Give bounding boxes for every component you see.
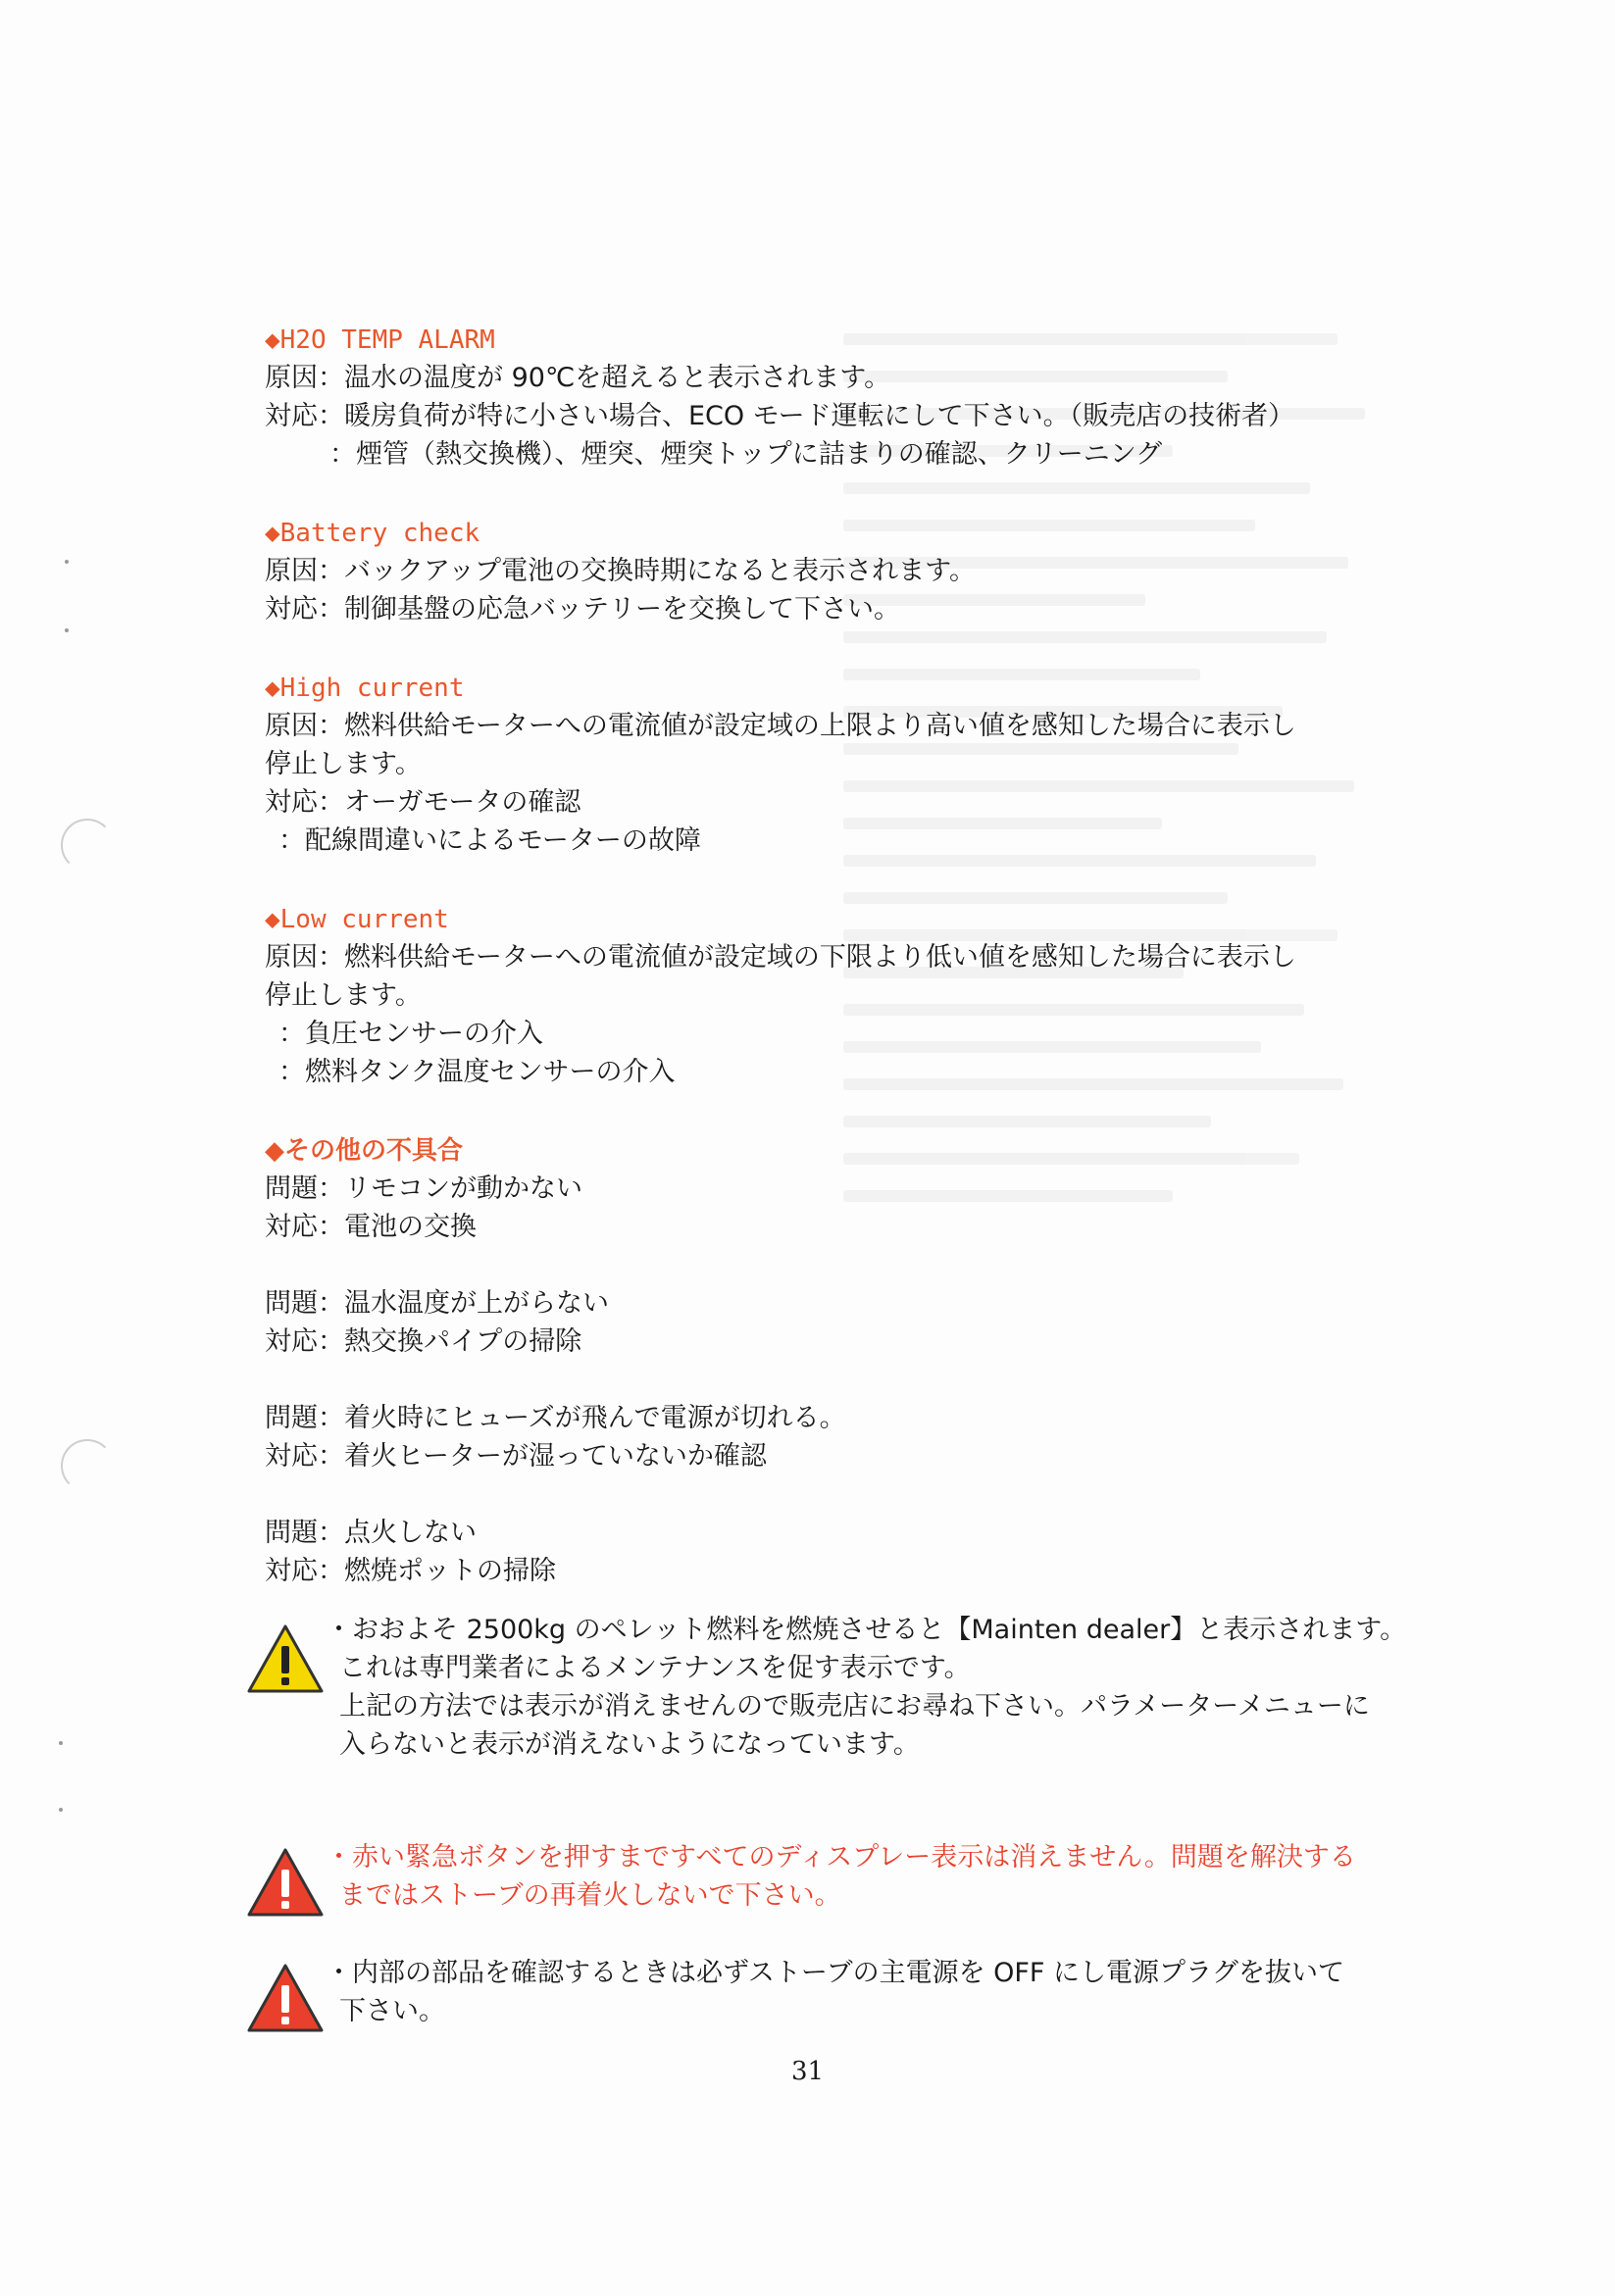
warning-line: まではストーブの再着火しないで下さい。 (339, 1880, 841, 1911)
section-battery-check (265, 515, 1392, 628)
section-high-current (265, 670, 1392, 860)
problem-item (265, 1399, 1392, 1475)
warning-line: 入らないと表示が消えないようになっています。 (339, 1729, 920, 1760)
problem-item (265, 1284, 1392, 1361)
section-other-problems (265, 1132, 1392, 1590)
caution-yellow-icon (245, 1622, 326, 1695)
response-line: ：燃料タンク温度センサーの介入 (278, 1057, 676, 1087)
scan-speck (59, 1741, 63, 1745)
cause-line: 原因：燃料供給モーターへの電流値が設定域の下限より低い値を感知した場合に表示し (265, 942, 1296, 973)
warning-line: ・内部の部品を確認するときは必ずストーブの主電源を OFF にし電源プラグを抜いて (326, 1958, 1345, 1988)
cause-line: 停止します。 (265, 980, 422, 1011)
problem-line: 問題：点火しない (265, 1518, 477, 1548)
warning-line: ・おおよそ 2500kg のペレット燃料を燃焼させると【Mainten dealer】と表示されます。 (326, 1615, 1407, 1645)
scan-speck (59, 1808, 63, 1812)
cause-line: 原因：燃料供給モーターへの電流値が設定域の上限より高い値を感知した場合に表示し (265, 711, 1296, 741)
section-heading: ◆High current (265, 674, 465, 703)
scan-speck (65, 628, 69, 632)
punch-hole-mark (61, 1439, 114, 1492)
cause-line: 原因：バックアップ電池の交換時期になると表示されます。 (265, 556, 976, 586)
warning-line: 下さい。 (339, 1996, 445, 2026)
troubleshooting-content (265, 322, 1392, 1631)
response-line: 対応：暖房負荷が特に小さい場合、ECO モード運転にして下さい。（販売店の技術者） (265, 401, 1295, 431)
section-heading: ◆H2O TEMP ALARM (265, 325, 495, 355)
response-line: 対応：制御基盤の応急バッテリーを交換して下さい。 (265, 594, 900, 624)
response-line: ：煙管（熱交換機）、煙突、煙突トップに詰まりの確認、クリーニング (329, 439, 1163, 470)
warning-line: 上記の方法では表示が消えませんので販売店にお尋ね下さい。パラメーターメニューに (339, 1691, 1370, 1722)
section-heading: ◆Low current (265, 905, 449, 934)
section-heading: ◆その他の不具合 (265, 1136, 463, 1166)
warning-line: これは専門業者によるメンテナンスを促す表示です。 (339, 1653, 971, 1683)
problem-item (265, 1170, 1392, 1246)
warning-text (326, 1954, 1385, 2030)
scan-speck (65, 560, 69, 564)
problem-item (265, 1514, 1392, 1590)
response-line: 対応：着火ヒーターが湿っていないか確認 (265, 1441, 767, 1472)
problem-line: 問題：温水温度が上がらない (265, 1288, 609, 1319)
cause-line: 原因：温水の温度が 90℃を超えると表示されます。 (265, 363, 891, 393)
response-line: ：配線間違いによるモーターの故障 (278, 825, 701, 856)
warning-text (326, 1838, 1385, 1915)
response-line: 対応：オーガモータの確認 (265, 787, 581, 818)
response-line: 対応：熱交換パイプの掃除 (265, 1326, 582, 1357)
warning-line: ・赤い緊急ボタンを押すまですべてのディスプレー表示は消えません。問題を解決する (326, 1842, 1356, 1872)
punch-hole-mark (61, 819, 114, 872)
section-heading: ◆Battery check (265, 519, 480, 548)
section-h2o-temp-alarm (265, 322, 1392, 474)
warning-text (326, 1611, 1407, 1764)
problem-line: 問題：リモコンが動かない (265, 1173, 582, 1204)
response-line: 対応：電池の交換 (265, 1212, 477, 1242)
cause-line: 停止します。 (265, 749, 422, 779)
caution-red-icon (245, 1846, 326, 1919)
response-line: ：負圧センサーの介入 (278, 1019, 543, 1049)
response-line: 対応：燃焼ポットの掃除 (265, 1556, 556, 1586)
page-number: 31 (790, 2057, 825, 2086)
caution-red-icon (245, 1962, 326, 2034)
section-low-current (265, 901, 1392, 1091)
problem-line: 問題：着火時にヒューズが飛んで電源が切れる。 (265, 1403, 846, 1433)
